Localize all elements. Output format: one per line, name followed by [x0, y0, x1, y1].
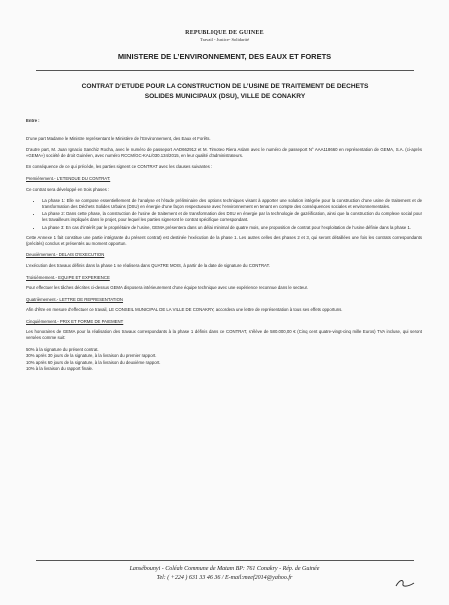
footer-address	[0, 565, 449, 583]
party-one-paragraph: D’une part Madame le Ministre représentant le Ministère de l’Environnement, des Eaux et Forêts.	[26, 135, 211, 141]
party-two-paragraph: D’autre part, M. Juan Ignacio Sanchiz Rocha, avec le numéro de passeport AAD662912 et M. Timoteo Riera Aslam avec le numéro de passeport N° AAA118660 en représentation de GEMA, S.A. (ci-après «GEMA») société de droit Guinéen, avec numéro RCCM/GC-KAL/030.134/2015, en leur qualité d’administrateurs.	[26, 147, 422, 158]
ministry-name: MINISTERE DE L’ENVIRONNEMENT, DES EAUX ET FORETS	[117, 52, 332, 61]
phase-2-item: • La phase 2: Dans cette phase, la construction de l’usine de traitement et de transformation des DSU en énergie par la technologie de gazéification, ainsi que la construction du complexe social pour les travailleurs impliqués dans le projet, pour lequel les parties signeront le contrat spécifique correspondant.	[42, 211, 422, 222]
consequence-paragraph: En conséquence de ce qui précède, les parties signent ce CONTRAT avec les clauses suivantes :	[26, 164, 213, 170]
fees-paragraph: Les honoraires de GEMA pour la réalisation des travaux correspondants à la phase 1 définis dans ce CONTRAT, s’élève de 580.000,00 € (Cinq cent quatre-vingt-cinq mille Euros) TVA incluse, qui seront versées comme suit:	[26, 329, 422, 341]
letterhead	[0, 0, 449, 61]
representation-paragraph: Afin d’être en mesure d’effectuer ce travail, LE CONSEIL MUNICIPAL DE LA VILLE DE CONAKRY, accordera une lettre de représentation à tous ses effets opportuns.	[26, 307, 343, 313]
footer-divider	[36, 560, 414, 561]
annex-paragraph: Cette Annexe 1 fait constitue une partie intégrante du présent contrat) est destinée l’exécution de la phase 1. Les autres celles des phases 2 et 3, qui seront détaillées une fois les contrats correspondants (précités) conclus et présentés au moment opportun.	[26, 235, 422, 246]
phases-list	[26, 198, 422, 230]
section-2-heading: Deuxièmement.- DELAIS D’EXECUTION	[26, 252, 105, 258]
section-4-heading: Quatrièmement.- LETTRE DE REPRESENTATION	[26, 296, 124, 302]
payment-line-2: 30% après 30 jours de la signature, à la livraison du premier rapport.	[26, 353, 157, 359]
payment-line-3: 10% après 60 jours de la signature, à la livraison du deuxième rapport.	[26, 359, 161, 365]
republic-name: REPUBLIQUE DE GUINEE	[185, 30, 264, 36]
section-5-heading: Cinquièmement.- PRIX ET FORME DE PAIEMENT	[26, 318, 124, 324]
title-line-1: CONTRAT D’ETUDE POUR LA CONSTRUCTION DE L’USINE DE TRAITEMENT DE DECHETS	[81, 83, 369, 90]
section-1-heading: Premièrement.- L’ETENDUE DU CONTRAT:	[26, 175, 111, 181]
deadline-paragraph: L’exécution des travaux définis dans la phase 1 se réalisera dans QUATRE MOIS, à partir de la date de signature du CONTRAT.	[26, 262, 270, 268]
footer-address-line: Lansébounyi - Coléah Commune de Matam BP: 761 Conakry - Rép. de Guinée	[129, 566, 320, 572]
footer-contact-line: Tel: ( +224 ) 631 33 46 36 / E-mail:meef2014@yahoo.fr	[156, 575, 293, 581]
section-3-heading: Troisièmement.- EQUIPE ET EXPERIENCE	[26, 274, 110, 280]
payment-line-1: 50% à la signature du présent contrat.	[26, 346, 99, 352]
phase-3-item: • La phase 3: En cas d’intérêt par le propriétaire de l’usine, GEMA présentera dans un délai minimal de quatre mois, une proposition de contrat pour l’exploitation de l’usine définie dans la phase 1.	[42, 225, 422, 231]
contract-body	[26, 118, 422, 373]
payment-line-4: 10% à la livraison du rapport finale.	[26, 366, 94, 372]
between-label: Entre :	[26, 118, 40, 123]
document-title	[40, 82, 410, 101]
national-motto: Travail - Justice- Solidarité	[200, 37, 249, 42]
phases-intro: Ce contrat sera développé en trois phases :	[26, 186, 110, 192]
header-divider	[36, 70, 414, 71]
title-line-2: SOLIDES MUNICIPAUX (DSU), VILLE DE CONAKRY	[144, 92, 306, 100]
signature-mark	[394, 577, 416, 589]
team-paragraph: Pour effectuer les tâches décrites ci-dessus GEMA disposera intérieurement d’une équipe technique avec une expérience reconnue dans le secteur.	[26, 285, 309, 291]
phase-1-item: • La phase 1: Elle se compose essentiellement de l’analyse et l’étude préliminaire des options techniques visant à apporter une solution intégrée pour la construction d’une usine de traitement et de transformation des Déchets Solides Urbains (DSU) en énergie d’une façon respectueuse avec l’environnement en tenant en compte des conséquences sociales et environnementales.	[42, 198, 422, 209]
